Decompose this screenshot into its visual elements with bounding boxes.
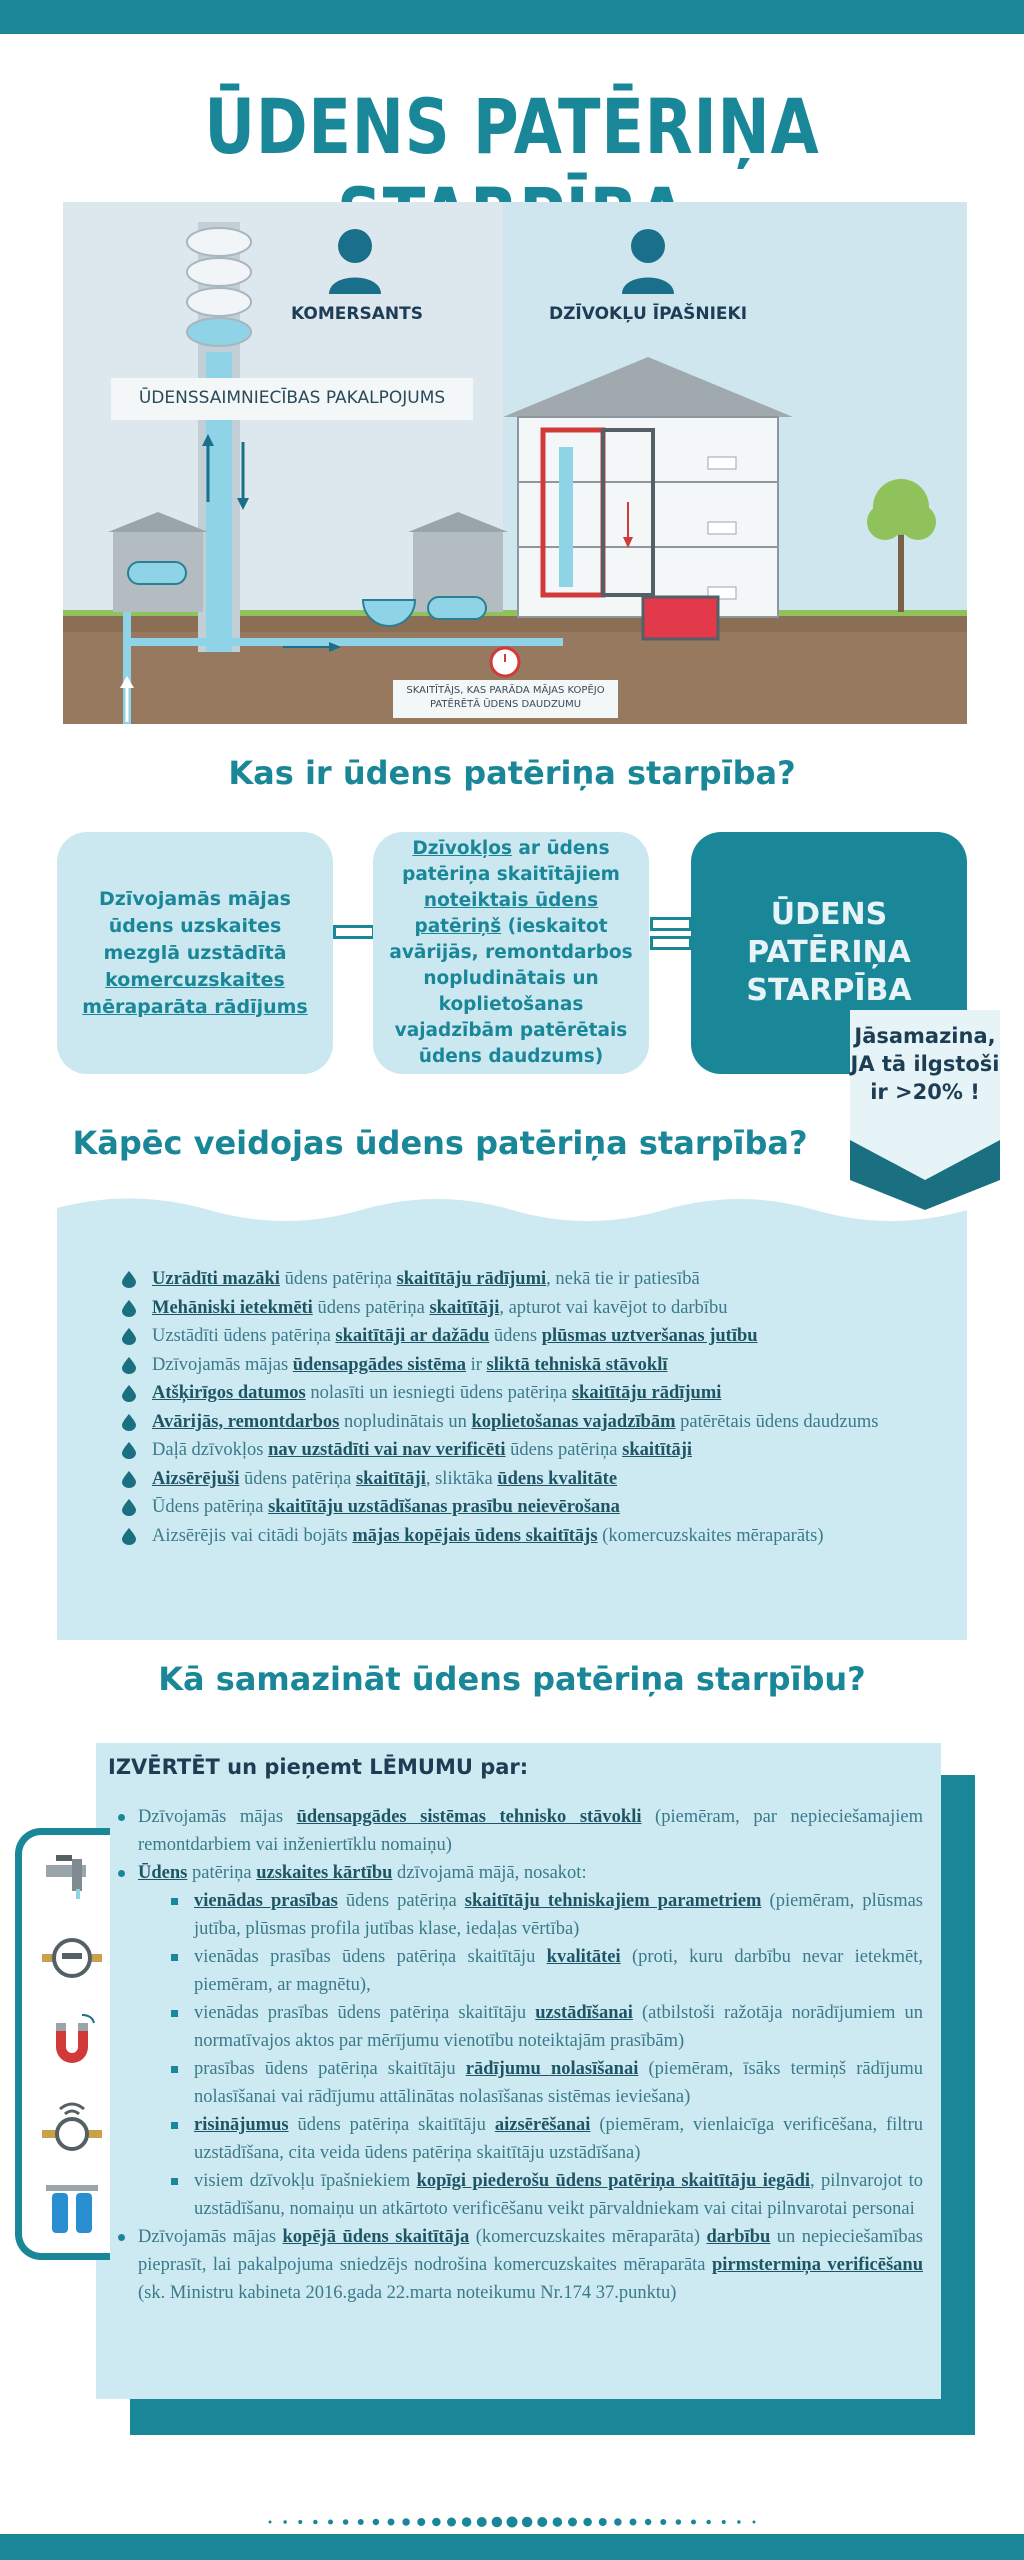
decorative-dot: [283, 2520, 287, 2524]
emphasis-text: uzskaites kārtību: [256, 1863, 393, 1883]
decorative-dot: [358, 2519, 364, 2525]
plain-text: , pilnvarojot to uzstādīšanu, nomaiņu un atkārtoto verificēšanu veikt pārvaldniekam vai citai pilnvarotai personai: [194, 2171, 923, 2219]
plain-text: dzīvojamā mājā, nosakot:: [392, 1863, 587, 1883]
reason-item: [122, 1522, 972, 1551]
decision-item: [108, 2223, 923, 2307]
plain-text: (piemēram, īsāks termiņš rādījumu nolasīšanai vai rādījumu attālinātas nolasīšanas sistēmas ieviešana): [194, 2059, 923, 2107]
reason-item: [122, 1465, 972, 1494]
reason-item: [122, 1294, 972, 1323]
decorative-dot: [660, 2519, 666, 2525]
decorative-dot: [537, 2517, 547, 2527]
decorative-dot: [737, 2520, 741, 2524]
emphasis-text: Mehāniski ietekmēti: [152, 1297, 313, 1318]
plain-text: ūdens patēriņa: [337, 1891, 465, 1911]
plain-text: ūdens patēriņa: [239, 1468, 356, 1489]
plain-text: vienādas prasības ūdens patēriņa skaitītāju: [194, 2003, 536, 2023]
plain-text: (piemēram, plūsmas jutība, plūsmas profila jutības klase, iedaļas vērtība): [194, 1891, 923, 1939]
decorative-dot: [447, 2518, 456, 2527]
plain-text: (atbilstoši ražotāja norādījumiem un normatīvajos aktos par mērījumu vienotību noteiktajām prasībām): [194, 2003, 923, 2051]
emphasis-text: skaitītāju rādījumi: [396, 1269, 547, 1289]
faucet-icon: [42, 1845, 102, 1905]
emphasis-text: Avārijās, remontdarbos: [152, 1411, 340, 1432]
decision-subitem: [108, 1999, 923, 2055]
plain-text: Dzīvojamās mājas: [152, 1354, 293, 1375]
emphasis-text: uzstādīšanai: [535, 2003, 633, 2023]
water-drop-icon: [122, 1442, 136, 1459]
remote-meter-icon: [42, 2097, 102, 2157]
water-drop-icon: [122, 1300, 136, 1317]
plain-text: (piemēram, vienlaicīga verificēšana, filtru uzstādīšana, cita veida ūdens patēriņa skaitītāju uzstādīšana): [194, 2115, 923, 2163]
plain-text: patēriņa: [187, 1863, 257, 1883]
meter-caption: [393, 684, 618, 712]
plain-text: (komercuzskaites mēraparāts): [597, 1525, 824, 1546]
decision-subitem: [108, 2167, 923, 2223]
plain-text: vienādas prasības ūdens patēriņa skaitītāju: [194, 1947, 547, 1967]
emphasis-text: sliktā tehniskā stāvoklī: [486, 1354, 668, 1375]
decorative-dot: [298, 2520, 302, 2524]
decision-subitem: [108, 2111, 923, 2167]
decorative-dot: [492, 2517, 503, 2528]
water-drop-icon: [122, 1357, 136, 1374]
plain-text: ūdens patēriņa: [505, 1440, 623, 1460]
section-heading-what: Kas ir ūdens patēriņa starpība?: [228, 754, 796, 792]
meter-reading-box: [57, 832, 333, 1074]
emphasis-text: ūdensapgādes sistēma: [292, 1354, 466, 1375]
decision-list: [108, 1803, 923, 2307]
decorative-dot: [583, 2518, 592, 2527]
emphasis-text: kopīgi piederošu ūdens patēriņa skaitītāju iegādi: [416, 2171, 811, 2191]
decision-item: [108, 1859, 923, 1887]
decorative-dot: [676, 2519, 682, 2525]
decorative-dot: [706, 2520, 711, 2525]
decorative-dot: [373, 2519, 380, 2526]
plain-text: prasības ūdens patēriņa skaitītāju: [194, 2059, 466, 2079]
decorative-dot: [568, 2518, 577, 2527]
top-bar: [0, 0, 1024, 34]
plain-text: ūdens patēriņa: [279, 1269, 397, 1289]
emphasis-text: skaitītāju tehniskajiem parametriem: [464, 1891, 762, 1911]
equals-sign-bottom: [650, 936, 692, 950]
equals-sign-top: [650, 917, 692, 931]
plain-text: (piemēram, par nepieciešamajiem remontdarbiem vai inženiertīklu nomaiņu): [138, 1807, 923, 1855]
plain-text: (proti, kuru darbību nevar ietekmēt, piemēram, ar magnētu),: [194, 1947, 923, 1995]
filter-icon: [42, 2179, 102, 2239]
scene-drawing: [63, 202, 967, 724]
decision-subitem: [108, 1887, 923, 1943]
emphasis-text: ūdensapgādes sistēmas tehnisko stāvokli: [296, 1807, 642, 1827]
decorative-dot: [328, 2520, 333, 2525]
plain-text: nolasīti un iesniegti ūdens patēriņa: [305, 1383, 572, 1403]
plain-text: visiem dzīvokļu īpašniekiem: [194, 2171, 417, 2191]
water-drop-icon: [122, 1385, 136, 1402]
emphasis-text: kvalitātei: [546, 1947, 621, 1967]
wave-top: [57, 1198, 967, 1232]
decision-item: [108, 1803, 923, 1859]
water-drop-icon: [122, 1499, 136, 1516]
label-merchant: KOMERSANTS: [291, 304, 423, 324]
emphasis-text: koplietošanas vajadzībām: [471, 1411, 676, 1432]
decorative-dot: [343, 2519, 349, 2525]
reason-item: [122, 1493, 972, 1522]
decision-box: [96, 1743, 941, 2399]
emphasis-text: nav uzstādīti vai nav verificēti: [268, 1440, 506, 1460]
plain-text: ir: [465, 1354, 487, 1375]
emphasis-text: Aizsērējuši: [152, 1468, 240, 1489]
meter-caption-line-2: PATĒRĒTĀ ŪDENS DAUDZUMU: [429, 699, 582, 710]
decision-subitem: [108, 2055, 923, 2111]
reason-item: [122, 1436, 972, 1465]
reason-item: [122, 1408, 972, 1437]
emphasis-text: skaitītāju rādījumi: [571, 1383, 722, 1403]
decorative-dot: [462, 2517, 472, 2527]
water-drop-icon: [122, 1271, 136, 1288]
decorative-dot: [753, 2521, 756, 2524]
emphasis-text: darbību: [706, 2227, 771, 2247]
reason-item: [122, 1379, 972, 1408]
decorative-dot: [313, 2520, 318, 2525]
decorative-dot: [417, 2518, 425, 2526]
emphasis-text: ūdens kvalitāte: [497, 1468, 618, 1489]
reason-item: [122, 1351, 972, 1380]
illustration-scene: [63, 202, 967, 724]
plain-text: , sliktāka: [425, 1468, 498, 1489]
service-label: ŪDENSSAIMNIECĪBAS PAKALPOJUMS: [138, 388, 446, 408]
decorative-dot: [599, 2518, 607, 2526]
water-drop-icon: [122, 1528, 136, 1545]
emphasis-text: skaitītāju uzstādīšanas prasību neievērošana: [268, 1497, 620, 1517]
bottom-bar: [0, 2534, 1024, 2560]
emphasis-text: skaitītāji: [622, 1440, 693, 1460]
apartment-label: Dzīvokļos: [412, 838, 512, 859]
apartment-underlined: noteiktais ūdens patēriņš: [414, 890, 599, 937]
decorative-dot: [269, 2521, 272, 2524]
emphasis-text: kopējā ūdens skaitītāja: [282, 2227, 470, 2247]
decorative-dot: [614, 2518, 622, 2526]
reason-item: [122, 1265, 972, 1294]
plain-text: Dzīvojamās mājas: [138, 1807, 297, 1827]
reasons-panel: [57, 1230, 967, 1640]
meter-reading-text: Dzīvojamās mājas ūdens uzskaites mezglā uzstādītā: [99, 887, 291, 964]
water-drop-icon: [122, 1471, 136, 1488]
difference-text: ŪDENS PATĒRIŅA STARPĪBA: [746, 897, 912, 1008]
water-meter-icon: [42, 1927, 102, 1987]
decorative-dot: [645, 2519, 652, 2526]
meter-reading-underlined: komercuzskaites mēraparāta rādījums: [82, 968, 308, 1018]
plain-text: Uzstādīti ūdens patēriņa: [152, 1326, 336, 1346]
emphasis-text: Ūdens: [138, 1863, 188, 1883]
plain-text: Dzīvojamās mājas: [138, 2227, 283, 2247]
magnet-icon: [42, 2009, 102, 2069]
apartment-text-1: ar ūdens patēriņa skaitītājiem: [402, 838, 620, 885]
decorative-dot: [507, 2517, 518, 2528]
plain-text: nopludinātais un: [339, 1411, 472, 1432]
emphasis-text: risinājumus: [194, 2115, 289, 2135]
decorative-dots: [262, 2516, 762, 2528]
plain-text: , nekā tie ir patiesībā: [546, 1269, 700, 1289]
section-heading-how: Kā samazināt ūdens patēriņa starpību?: [158, 1660, 866, 1698]
warning-text: Jāsamazina, JA tā ilgstoši ir >20% !: [850, 1024, 1000, 1104]
decision-subitem: [108, 1943, 923, 1999]
reason-item: [122, 1322, 972, 1351]
decorative-dot: [722, 2520, 726, 2524]
apartment-consumption-box: [373, 832, 649, 1074]
decision-title: IZVĒRTĒT un pieņemt LĒMUMU par:: [108, 1755, 529, 1779]
decorative-dot: [630, 2519, 637, 2526]
plain-text: Aizsērējis vai citādi bojāts: [152, 1525, 353, 1546]
emphasis-text: Atšķirīgos datumos: [152, 1383, 306, 1403]
water-drop-icon: [122, 1328, 136, 1345]
emphasis-text: pirmstermiņa verificēšanu: [712, 2255, 923, 2275]
emphasis-text: Uzrādīti mazāki: [152, 1269, 280, 1289]
page-title: ŪDENS PATĒRIŅA: [204, 82, 820, 171]
plain-text: (komercuzskaites mēraparāta): [469, 2227, 707, 2247]
emphasis-text: skaitītāji ar dažādu: [335, 1326, 490, 1346]
minus-sign: [333, 925, 375, 939]
label-owners: DZĪVOKĻU ĪPAŠNIEKI: [548, 304, 748, 324]
plain-text: (sk. Ministru kabineta 2016.gada 22.marta noteikumu Nr.174 37.punktu): [138, 2283, 677, 2303]
plain-text: Daļā dzīvokļos: [152, 1440, 269, 1460]
plain-text: patērētais ūdens daudzums: [675, 1411, 879, 1432]
decorative-dot: [553, 2517, 563, 2527]
emphasis-text: rādījumu nolasīšanai: [465, 2059, 639, 2079]
emphasis-text: vienādas prasības: [194, 1891, 338, 1911]
emphasis-text: aizsērēšanai: [494, 2115, 591, 2135]
decorative-dot: [402, 2518, 410, 2526]
water-drop-icon: [122, 1414, 136, 1431]
decorative-dot: [522, 2517, 533, 2528]
emphasis-text: skaitītāji: [429, 1297, 500, 1318]
plain-text: un nepieciešamības pieprasīt, lai pakalpojuma sniedzējs nodrošina komercuzskaites mēraparāta: [138, 2227, 924, 2275]
icon-sidebar: [15, 1828, 110, 2260]
section-heading-why: Kāpēc veidojas ūdens patēriņa starpība?: [72, 1124, 808, 1162]
plain-text: , apturot vai kavējot to darbību: [499, 1297, 728, 1318]
plain-text: ūdens patēriņa skaitītāju: [288, 2115, 495, 2135]
decorative-dot: [691, 2520, 696, 2525]
meter-caption-line-1: SKAITĪTĀJS, KAS PARĀDA MĀJAS KOPĒJO: [406, 685, 605, 696]
plain-text: ūdens patēriņa: [312, 1297, 430, 1318]
decorative-dot: [432, 2518, 441, 2527]
plain-text: Ūdens patēriņa: [152, 1497, 269, 1517]
apartment-text-2: (ieskaitot avārijās, remontdarbos nopludinātais un koplietošanas vajadzībām patērētais ūdens daudzums): [389, 916, 633, 1067]
emphasis-text: mājas kopējais ūdens skaitītājs: [352, 1525, 598, 1546]
plain-text: ūdens: [489, 1326, 542, 1346]
decorative-dot: [388, 2519, 395, 2526]
decorative-dot: [477, 2517, 487, 2527]
emphasis-text: plūsmas uztveršanas jutību: [541, 1326, 758, 1346]
reasons-list: [122, 1265, 972, 1550]
emphasis-text: skaitītāji: [355, 1468, 426, 1489]
